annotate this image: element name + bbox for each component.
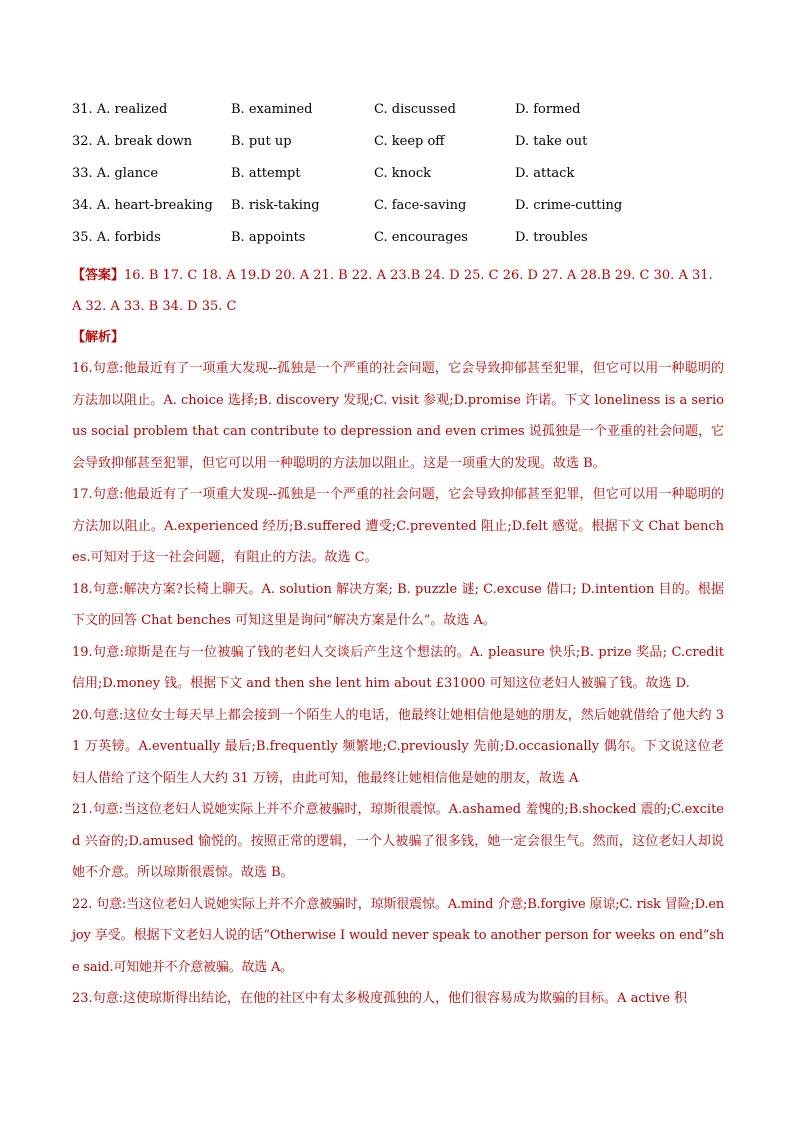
option-b: B. put up: [231, 134, 292, 149]
explanation-19: 19.句意:琼斯是在与一位被骗了钱的老妇人交谈后产生这个想法的。A. pleasure 快乐;B. prize 奖品; C.credit 信用;D.money 钱。根据下文 and then she lent him about £31000 可知这位老妇人被骗了钱。故选 D.: [72, 644, 724, 691]
option-b: B. examined: [231, 102, 313, 117]
option-c: C. encourages: [374, 230, 468, 245]
answer-label: 【答案】: [72, 268, 125, 283]
option-a: 35. A. forbids: [72, 230, 161, 245]
option-c: C. keep off: [374, 134, 445, 149]
option-row: [72, 196, 724, 228]
explanation-21: 21.句意:当这位老妇人说她实际上并不介意被骗时，琼斯很震惊。A.ashamed 羞愧的;B.shocked 震的;C.excited 兴奋的;D.amused 愉悦的。按照正常的逻辑，一个人被骗了很多钱，她一定会很生气。然而，这位老妇人却说她不介意。所以琼斯很震惊。故选 B。: [72, 802, 724, 880]
analysis-heading: 【解析】: [72, 330, 125, 345]
option-row: [72, 164, 724, 196]
option-row: [72, 228, 724, 260]
option-c: C. discussed: [374, 102, 456, 117]
explanation-20: 20.句意:这位女士每天早上都会接到一个陌生人的电话，他最终让她相信他是她的朋友，然后她就借给了他大约 31 万英镑。A.eventually 最后;B.frequently 频繁地;C.previously 先前;D.occasionally 偶尔。下文说这位老妇人借给了这个陌生人大约 31 万镑，由此可知，他最终让她相信他是她的朋友，故选 A: [72, 707, 724, 786]
option-b: B. risk-taking: [231, 198, 320, 213]
answer-text: 16. B 17. C 18. A 19.D 20. A 21. B 22. A 23.B 24. D 25. C 26. D 27. A 28.B 29. C 30. A 31. A 32. A 33. B 34. D 35. C: [72, 268, 713, 314]
option-row: [72, 100, 724, 132]
answer-key: [72, 260, 724, 322]
options-table: [72, 100, 724, 260]
option-a: 31. A. realized: [72, 102, 168, 117]
option-c: C. face-saving: [374, 198, 467, 213]
explanation-23: 23.句意:这使琼斯得出结论，在他的社区中有太多极度孤独的人，他们很容易成为欺骗的目标。A active 积: [72, 991, 688, 1006]
option-a: 32. A. break down: [72, 134, 193, 149]
explanation-17: 17.句意:他最近有了一项重大发现--孤独是一个严重的社会问题，它会导致抑郁甚至犯罪，但它可以用一种聪明的方法加以阻止。A.experienced 经历;B.suffered 遭受;C.prevented 阻止;D.felt 感觉。根据下文 Chat benches.可知对于这一社会问题，有阻止的方法。故选 C。: [72, 487, 724, 565]
option-d: D. take out: [515, 134, 588, 149]
option-c: C. knock: [374, 166, 431, 181]
option-row: [72, 132, 724, 164]
explanation-16: 16.句意:他最近有了一项重大发现--孤独是一个严重的社会问题，它会导致抑郁甚至犯罪，但它可以用一种聪明的方法加以阻止。A. choice 选择;B. discovery 发现;C. visit 参观;D.promise 许诺。下文 loneliness is a serious social problem that can contribute to depression and even crimes 说孤独是一个亚重的社会问题，它会导致抑郁甚至犯罪，但它可以用一种聪明的方法加以阻止。这是一项重大的发现。故选 B。: [72, 361, 724, 471]
option-d: D. attack: [515, 166, 575, 181]
option-b: B. attempt: [231, 166, 301, 181]
explanation-18: 18.句意:解决方案?长椅上聊天。A. solution 解决方案; B. puzzle 谜; C.excuse 借口; D.intention 目的。根据下文的回答 Chat benches 可知这里是询问“解决方案是什么”。故选 A。: [72, 581, 724, 628]
document-page: [72, 100, 724, 1015]
explanation-22: 22. 句意:当这位老妇人说她实际上并不介意被骗时，琼斯很震惊。A.mind 介意;B.forgive 原谅;C. risk 冒险;D.enjoy 享受。根据下文老妇人说的话“Otherwise I would never speak to another person for weeks on end”she said.可知她并不介意被骗。故选 A。: [72, 896, 724, 975]
option-a: 33. A. glance: [72, 166, 159, 181]
option-d: D. troubles: [515, 230, 588, 245]
option-a: 34. A. heart-breaking: [72, 198, 213, 213]
option-d: D. formed: [515, 102, 581, 117]
option-b: B. appoints: [231, 230, 306, 245]
option-d: D. crime-cutting: [515, 198, 623, 213]
